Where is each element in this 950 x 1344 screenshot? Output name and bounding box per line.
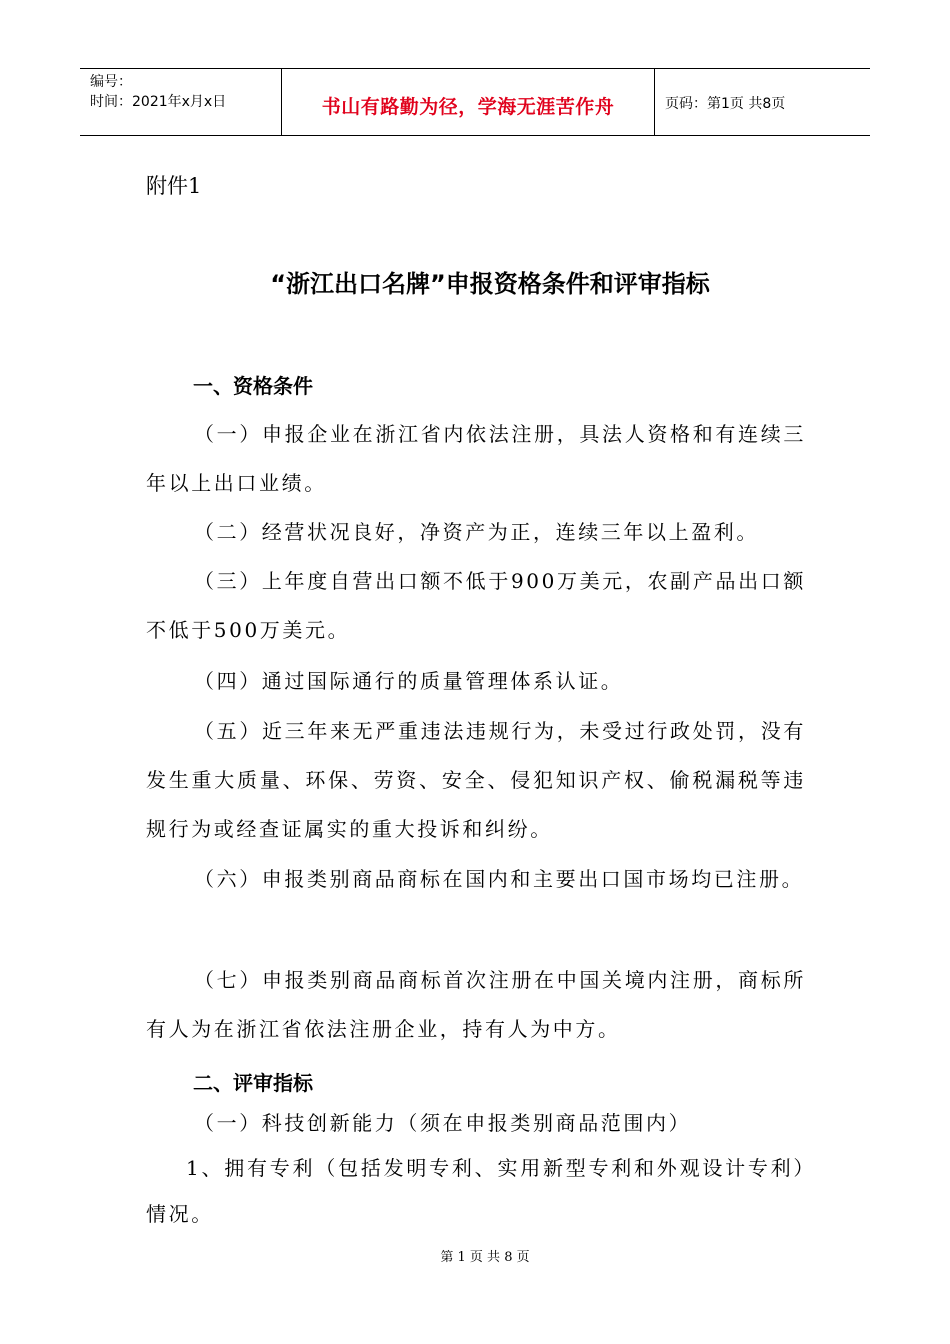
document-date-label: 时间：2021年x月x日 xyxy=(90,94,227,110)
paragraph-evaluation-1: （一）科技创新能力（须在申报类别商品范围内） xyxy=(194,1111,692,1135)
paragraph-qualification-1: （一）申报企业在浙江省内依法注册，具法人资格和有连续三年以上出口业绩。 xyxy=(146,422,806,495)
header-page-info: 页码：第1页 共8页 xyxy=(665,96,786,112)
attachment-label: 附件1 xyxy=(146,174,202,198)
paragraph-qualification-3: （三）上年度自营出口额不低于900万美元，农副产品出口额不低于500万美元。 xyxy=(146,569,806,642)
paragraph-qualification-7: （七）申报类别商品商标首次注册在中国关境内注册，商标所有人为在浙江省依法注册企业，持有人为中方。 xyxy=(146,968,806,1041)
document-number-label: 编号： xyxy=(90,74,132,90)
section-heading-qualification: 一、资格条件 xyxy=(193,374,313,398)
section-heading-evaluation: 二、评审指标 xyxy=(193,1071,313,1095)
paragraph-evaluation-2: 1、拥有专利（包括发明专利、实用新型专利和外观设计专利）情况。 xyxy=(146,1156,806,1226)
paragraph-qualification-2: （二）经营状况良好，净资产为正，连续三年以上盈利。 xyxy=(194,520,759,544)
document-title: “浙江出口名牌”申报资格条件和评审指标 xyxy=(270,270,710,298)
paragraph-qualification-5: （五）近三年来无严重违法违规行为，未受过行政处罚，没有发生重大质量、环保、劳资、安全、侵犯知识产权、偷税漏税等违规行为或经查证属实的重大投诉和纠纷。 xyxy=(146,719,806,841)
paragraph-qualification-6: （六）申报类别商品商标在国内和主要出口国市场均已注册。 xyxy=(194,867,805,891)
header-motto: 书山有路勤为径，学海无涯苦作舟 xyxy=(281,69,655,135)
header-meta xyxy=(80,69,281,135)
paragraph-qualification-4: （四）通过国际通行的质量管理体系认证。 xyxy=(194,669,624,693)
page-header xyxy=(80,68,870,136)
page-footer: 第 1 页 共 8 页 xyxy=(440,1250,530,1265)
